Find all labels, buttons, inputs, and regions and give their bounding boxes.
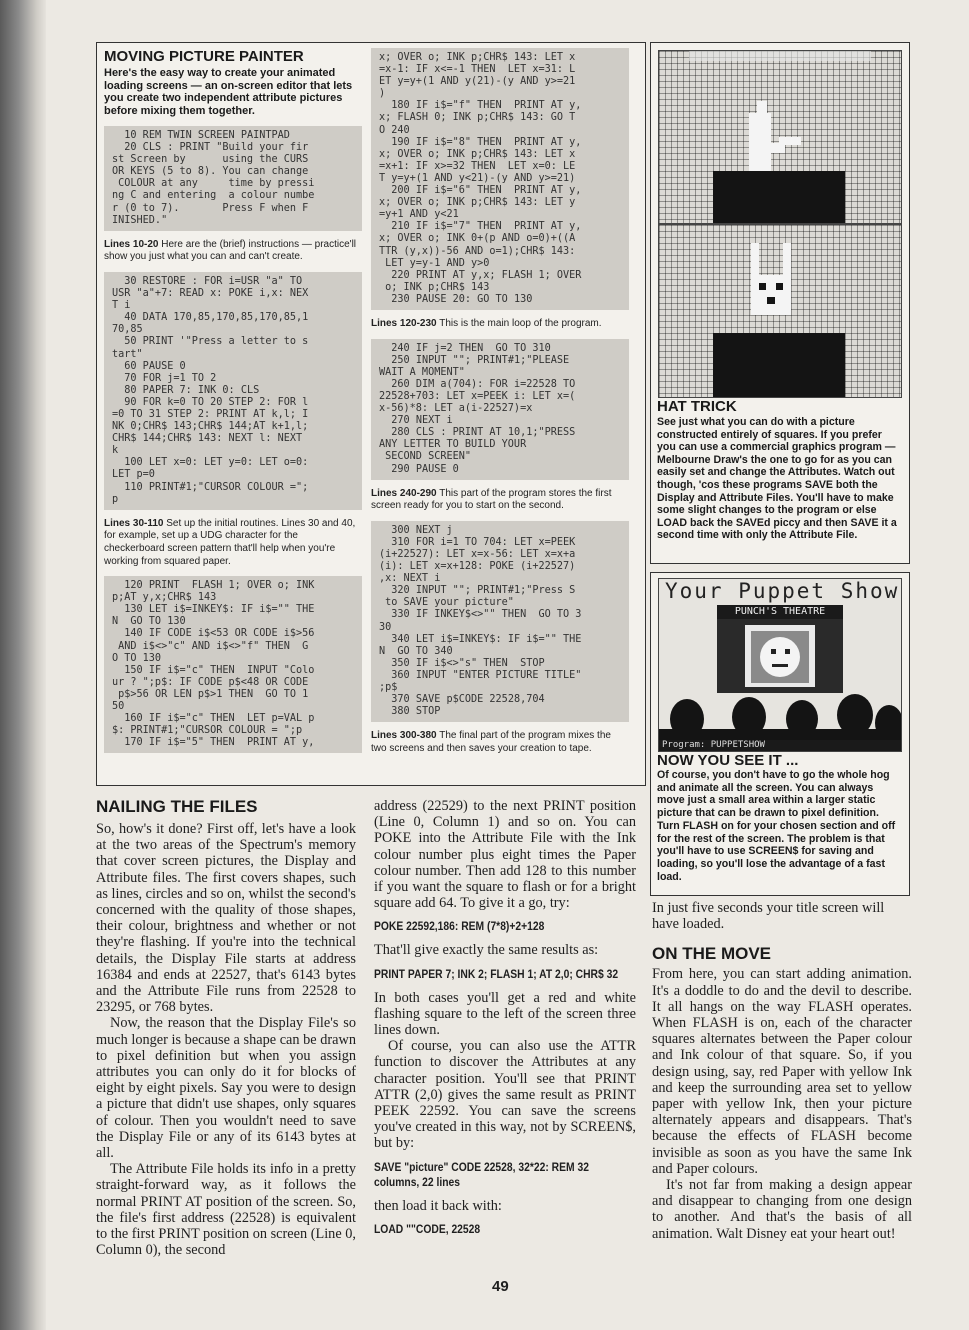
hat-trick-text (657, 398, 902, 542)
caption-3 (371, 318, 625, 331)
puppet-title: NOW YOU SEE IT ... (657, 752, 799, 769)
middle-text-2 (374, 942, 636, 958)
code-block-2: 30 RESTORE : FOR i=USR "a" TO USR "a"+7: READ x: POKE i,x: NEX T i 40 DATA 170,85,170,85,170,85,1 70,85 50 PRINT '"Press a letter to s tart" 60 PAUSE 0 70 FOR j=1 TO 2 80 PAPER 7: INK 0: CLS 90 FOR k=0 TO 20 STEP 2: FOR l =0 TO 31 STEP 2: PRINT AT k,l; I NK 0;CHR$ 143;CHR$ 144;AT k+1,l; CHR$ 144;CHR$ 143: NEXT l: NEXT k 100 LET x=0: LET y=0: LET o=0: LET p=0 110 PRINT#1;"CURSOR COLOUR ="; p (104, 272, 362, 510)
page-number: 49 (492, 1278, 509, 1295)
nailing-heading: NAILING THE FILES (96, 797, 258, 816)
hat-picture-2-art (659, 225, 901, 397)
puppet-theatre-label: PUNCH'S THEATRE (717, 605, 843, 619)
listing-right-column (371, 48, 629, 755)
right-text-2 (652, 966, 912, 1241)
middle-text-4 (374, 1198, 636, 1214)
listing-left-column (104, 48, 362, 753)
right-text (652, 900, 912, 932)
page-binding-shadow (0, 0, 46, 1330)
middle-text-3 (374, 990, 636, 1152)
caption-5 (371, 730, 625, 755)
middle-paragraph-1: address (22529) to the next PRINT position (Line 0, Column 1) and so on. You can POKE into the Attribute File with the Ink colour number plus eight times the Paper colour number. Then add 128 to this number if you want the square to flash or for a bright square add 64. To give it a go, try: (374, 798, 636, 912)
code-block-3: 120 PRINT FLASH 1; OVER o; INK p;AT y,x;CHR$ 143 130 LET i$=INKEY$: IF i$="" THE N GO TO 130 140 IF CODE i$<53 OR CODE i$>56 AND i$<>"c" AND i$<>"f" THEN G O TO 130 150 IF i$="c" THEN INPUT "Colo ur ? ";p$: IF CODE p$<48 OR CODE p$>56 OR LEN p$>1 THEN GO TO 1 50 160 IF i$="c" THEN LET p=VAL p $: PRINT#1;"CURSOR COLOUR = ";p 170 IF i$="5" THEN PRINT AT y, (104, 576, 362, 753)
command-print: PRINT PAPER 7; INK 2; FLASH 1; AT 2,0; CHR$ 32 (374, 966, 619, 981)
command-load: LOAD ""CODE, 22528 (374, 1221, 481, 1236)
caption-4 (371, 488, 625, 513)
hat-picture-2 (658, 224, 902, 398)
middle-paragraph-2: That'll give exactly the same results as: (374, 942, 599, 959)
article-title: MOVING PICTURE PAINTER (104, 48, 304, 65)
nailing-paragraph-3: The Attribute File holds its info in a pretty straight-forward way, as it follows the normal PRINT AT position of the screen. So, the file's first address (22528) is equivalent to the first PRINT position on screen (Line 0, Column 0), the second (96, 1161, 356, 1259)
hat-trick-body: See just what you can do with a picture constructed entirely of squares. If you prefer you can use a commercial graphics program — Melbourne Draw's the one to go for as you can easily set and change the Attributes. Watch out though, 'cos these programs SAVE both the Display and Attribute Files. You'll have to make some slight changes to the program or else LOAD back the SAVEd piccy and then SAVE it a second time with only the Attribute File. (657, 416, 897, 542)
caption-label: Lines 300-380 (371, 730, 437, 742)
puppet-screen-title: Your Puppet Show (665, 579, 900, 603)
nailing-paragraph-1: So, how's it done? First off, let's have a look at the two areas of the Spectrum's memory that cover screen pictures, the Display and Attribute files. The first covers shapes, such as lines, circles and so on, whilst the second's concerned with the quality of those shapes, their colour, brightness and whether or not they're flashing. If you're into the technical details, the Display File starts at address 16384 and ends at 22527, that's 6143 bytes and the Attribute File runs from 22528 to 23295, or 768 bytes. (96, 821, 356, 1016)
hat-picture-1-art (659, 51, 901, 223)
caption-2 (104, 518, 358, 568)
caption-label: Lines 30-110 (104, 517, 164, 529)
nailing-text (96, 821, 356, 1258)
nailing-paragraph-2: Now, the reason that the Display File's so much longer is because a shape can be drawn to pixel definition but when you assign attributes you can only do it for blocks of eight by eight pixels. Say you were to design a picture that didn't use shapes, only squares of colour. Then you wouldn't need to save the Display File or any of its 6143 bytes at all. (96, 1015, 356, 1162)
caption-label: Lines 240-290 (371, 487, 437, 499)
caption-1 (104, 239, 358, 264)
caption-text: This part of the program stores the first screen ready for you to start on the second. (371, 487, 612, 512)
right-paragraph-1: From here, you can start adding animation. It's a doddle to do and the devil to describe. It all hangs on the way FLASH operates. When FLASH is on, each of the character squares alternates between the Paper colour and Ink colour of that square. So, if you design using, say, red Paper with yellow Ink and keep the surrounding area set to yellow paper with yellow Ink, then your picture alternately appears and disappears. That's because the effects of FLASH become invisible as soon as you have the same Ink and Paper colours. (652, 966, 912, 1177)
right-paragraph-0: In just five seconds your title screen will have loaded. (652, 900, 885, 933)
command-poke: POKE 22592,186: REM (7*8)+2+128 (374, 919, 545, 934)
caption-label: Lines 120-230 (371, 317, 437, 329)
on-the-move-heading: ON THE MOVE (652, 944, 772, 964)
middle-paragraph-5: then load it back with: (374, 1197, 502, 1214)
body-column-3 (652, 900, 912, 1242)
middle-paragraph-3: In both cases you'll get a red and white flashing square to the left of the screen three lines down. (374, 989, 636, 1039)
body-column-2 (374, 798, 636, 1245)
code-block-6: 300 NEXT j 310 FOR i=1 TO 704: LET x=PEEK (i+22527): LET x=x-56: LET x=x+a (i): LET x=x+128: POKE (i+22527) ,x: NEXT i 320 INPUT ""; PRINT#1;"Press S to SAVE your picture" 330 IF INKEY$<>"" THEN GO TO 3 30 340 LET i$=INKEY$: IF i$="" THE N GO TO 340 350 IF i$<>"s" THEN STOP 360 INPUT "ENTER PICTURE TITLE" ;p$ 370 SAVE p$CODE 22528,704 380 STOP (371, 521, 629, 723)
puppet-stage-art (659, 579, 901, 751)
caption-text: The final part of the program mixes the two screens and then saves your creation to tape. (371, 730, 611, 754)
hat-picture-1 (658, 50, 902, 224)
caption-label: Lines 10-20 (104, 238, 159, 250)
caption-text: This is the main loop of the program. (436, 317, 602, 329)
command-save: SAVE "picture" CODE 22528, 32*22: REM 32 columns, 22 lines (374, 1159, 589, 1189)
middle-paragraph-4: Of course, you can also use the ATTR function to discover the Attributes at any character position. You'll see that PRINT ATTR (2,0) gives the same result as PRINT PEEK 22592. You can save the screens you've created in this way, not by SCREEN$, but by: (374, 1038, 636, 1152)
puppet-text (657, 752, 902, 883)
body-column-1 (96, 797, 356, 1258)
code-block-1: 10 REM TWIN SCREEN PAINTPAD 20 CLS : PRINT "Build your fir st Screen by using the CURS OR KEYS (5 to 8). You can change COLOUR at any time by pressi ng C and entering a colour numbe r (0 to 7). Press F when F INISHED." (104, 126, 362, 231)
caption-text: Here are the (brief) instructions — practice'll show you just what you can and can't create. (104, 238, 357, 263)
code-block-4: x; OVER o; INK p;CHR$ 143: LET x =x-1: IF x<=-1 THEN LET x=31: L ET y=y+(1 AND y(21)-(y AND y>=21 ) 180 IF i$="f" THEN PRINT AT y, x; FLASH 0; INK p;CHR$ 143: GO T O 240 190 IF i$="8" THEN PRINT AT y, x; OVER o; INK p;CHR$ 143: LET x =x+1: IF x>=32 THEN LET x=0: LE T y=y+(1 AND y<21)-(y AND y>=21) 200 IF i$="6" THEN PRINT AT y, x; OVER o; INK p;CHR$ 143: LET y =y+1 AND y<21 210 IF i$="7" THEN PRINT AT y, x; OVER o; INK 0+(p AND o=0)+((A TTR (y,x))-56 AND o=1);CHR$ 143: LET y=y-1 AND y>0 220 PRINT AT y,x; FLASH 1; OVER o; INK p;CHR$ 143 230 PAUSE 20: GO TO 130 (371, 48, 629, 310)
hat-trick-title: HAT TRICK (657, 398, 737, 415)
right-paragraph-2: It's not far from making a design appear and disappear to changing from one design to another. And that's the basis of all animation. Walt Disney eat your heart out! (652, 1177, 912, 1242)
code-block-5: 240 IF j=2 THEN GO TO 310 250 INPUT ""; PRINT#1;"PLEASE WAIT A MOMENT" 260 DIM a(704): FOR i=22528 TO 22528+703: LET x=PEEK i: LET x=( x-56)*8: LET a(i-22527)=x 270 NEXT i 280 CLS : PRINT AT 10,1;"PRESS ANY LETTER TO BUILD YOUR SECOND SCREEN" 290 PAUSE 0 (371, 339, 629, 480)
puppet-body: Of course, you don't have to go the whole hog and animate all the screen. You can always move just a small area within a larger static picture that can be drawn to pixel definition. Turn FLASH on for your chosen section and off for the rest of the screen. The problem is that you'll have to use SCREEN$ for saving and loading, so you'll lose the advantage of a fast load. (657, 769, 896, 883)
puppet-program-line: Program: PUPPETSHOW (659, 740, 902, 751)
article-intro: Here's the easy way to create your animated loading screens — an on-screen editor that lets you create two independent attribute pictures before mixing them together. (104, 67, 353, 117)
puppet-screen (658, 578, 902, 752)
middle-text (374, 798, 636, 911)
caption-text: Set up the initial routines. Lines 30 and 40, for example, set up a UDG character for the checkerboard screen pattern that'll help when you're working from squared paper. (104, 517, 356, 567)
